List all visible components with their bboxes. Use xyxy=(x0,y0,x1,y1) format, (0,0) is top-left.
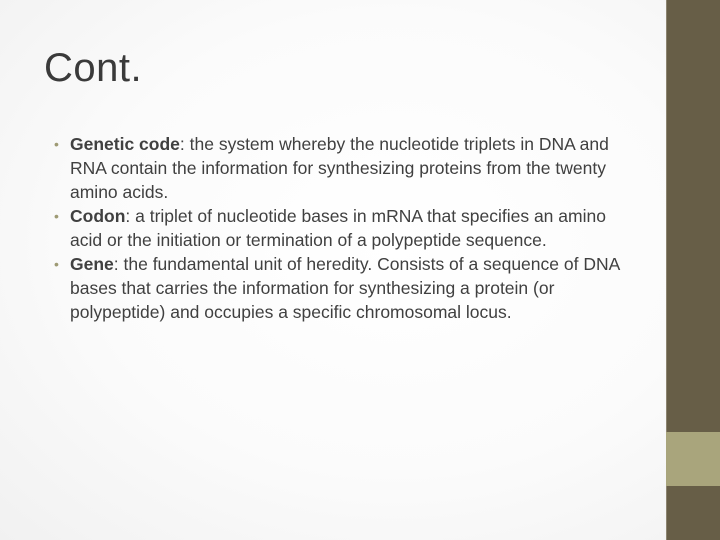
decorative-accent-block xyxy=(666,432,720,486)
bullet-term: Codon xyxy=(70,206,126,226)
bullet-term: Gene xyxy=(70,254,114,274)
bullet-definition: : the system whereby the nucleotide triplets in DNA and RNA contain the information for synthesizing proteins from the twenty amino acids. xyxy=(70,134,609,202)
bullet-definition: : a triplet of nucleotide bases in mRNA that specifies an amino acid or the initiation or termination of a polypeptide sequence. xyxy=(70,206,606,250)
bullet-dot-icon: • xyxy=(54,136,59,152)
bullet-definition: : the fundamental unit of heredity. Consists of a sequence of DNA bases that carries the information for synthesizing a protein (or polypeptide) and occupies a specific chromosomal locus. xyxy=(70,254,620,322)
bullet-item-codon xyxy=(52,204,632,252)
bullet-dot-icon: • xyxy=(54,256,59,272)
bullet-list xyxy=(52,132,632,324)
bullet-term: Genetic code xyxy=(70,134,180,154)
bullet-item-gene xyxy=(52,252,632,324)
bullet-dot-icon: • xyxy=(54,208,59,224)
bullet-item-genetic-code xyxy=(52,132,632,204)
slide-title: Cont. xyxy=(44,46,143,90)
